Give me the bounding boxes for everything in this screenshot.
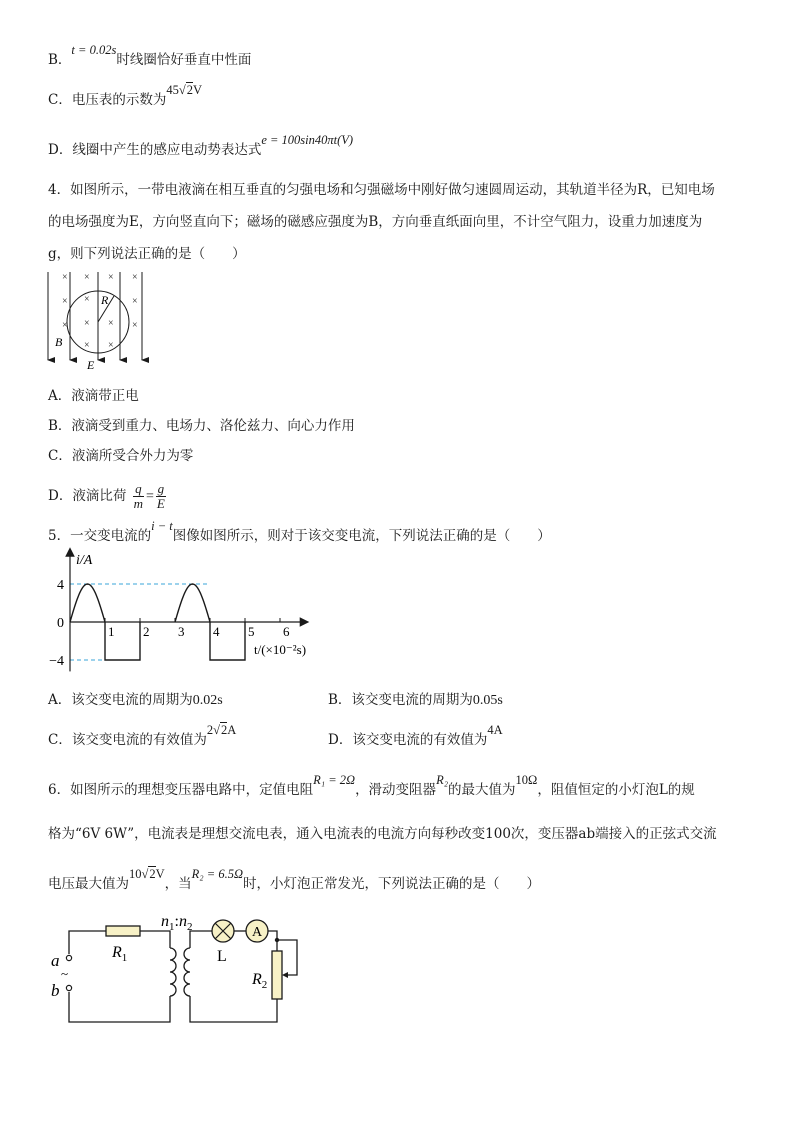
wire-a-top <box>69 931 106 954</box>
label-tilde: ~ <box>61 966 69 981</box>
secondary-coil <box>184 948 190 996</box>
q5-option-b[interactable]: B．该交变电流的周期为0.05s <box>328 692 503 708</box>
q6-stem-line1: 6．如图所示的理想变压器电路中，定值电阻R₁ = 2Ω，滑动变阻器R₂的最大值为10Ω，阻值恒定的小灯泡L的规 <box>48 773 695 798</box>
q5-option-c-math: 2√2A <box>206 723 237 737</box>
label-R2: $R_2$ <box>252 971 268 991</box>
q3-option-b-math: t = 0.02s <box>71 43 117 57</box>
y-tick-1: 0 <box>57 616 64 631</box>
y-tick-0: 4 <box>57 578 64 593</box>
q4-stem-line1: 4．如图所示，一带电液滴在相互垂直的匀强电场和匀强磁场中刚好做匀速圆周运动，其轨道半径为R，已知电场 <box>48 182 715 198</box>
junction-dot <box>275 938 279 942</box>
cross-1: × <box>62 272 68 283</box>
q6-stem-line3: 电压最大值为10√2V，当R₂ = 6.5Ω时，小灯泡正常发光，下列说法正确的是（ ） <box>48 867 540 892</box>
label-R1: $R_1$ <box>112 944 128 964</box>
terminal-a <box>66 955 71 960</box>
cross-8: × <box>62 320 68 331</box>
fraction-g-over-E: $\frac{g}{E}$ <box>156 481 165 511</box>
q4-option-d[interactable]: D．液滴比荷 $\frac{q}{m}$ = $\frac{g}{E}$ <box>48 481 165 511</box>
cross-9: × <box>84 318 90 329</box>
resistor-R1 <box>106 926 140 936</box>
x-tick-4: 4 <box>213 624 220 639</box>
resistor-R2 <box>272 951 282 999</box>
cross-5: × <box>62 296 68 307</box>
q6-voltage-math: 10√2V <box>129 867 165 881</box>
label-B: B <box>55 335 63 349</box>
q4-option-c[interactable]: C．液滴所受合外力为零 <box>48 448 194 464</box>
cross-4: × <box>132 272 138 283</box>
label-E: E <box>87 358 95 372</box>
label-R: R <box>101 293 109 307</box>
cross-13: × <box>108 340 114 351</box>
y-tick-2: −4 <box>49 654 64 669</box>
cross-11: × <box>132 320 138 331</box>
x-tick-1: 1 <box>108 624 115 639</box>
series-half-sine-0 <box>70 584 105 622</box>
x-tick-6: 6 <box>283 624 290 639</box>
q4-stem-line2: 的电场强度为E，方向竖直向下；磁场的磁感应强度为B，方向垂直纸面向里，不计空气阻力，设重力加速度为 <box>48 214 703 230</box>
q3-option-c-math: 45√2V <box>166 83 202 97</box>
x-tick-5: 5 <box>248 624 255 639</box>
q4-stem-line3: g，则下列说法正确的是（ ） <box>48 246 246 262</box>
cross-10: × <box>108 318 114 329</box>
q4-option-b[interactable]: B．液滴受到重力、电场力、洛伦兹力、向心力作用 <box>48 418 355 434</box>
q3-option-d-math: e = 100sin40πt(V) <box>261 133 354 147</box>
q5-current-chart <box>40 546 380 676</box>
x-tick-2: 2 <box>143 624 150 639</box>
slider-arrow <box>282 972 288 978</box>
x-tick-3: 3 <box>178 624 185 639</box>
cross-6: × <box>84 294 90 305</box>
cross-12: × <box>84 340 90 351</box>
x-axis-label: t/(×10⁻²s) <box>254 642 307 657</box>
q5-option-c[interactable]: C．该交变电流的有效值为2√2A <box>48 723 237 748</box>
wire-sec-top <box>190 931 212 948</box>
cross-3: × <box>108 272 114 283</box>
wire-sec-bottom <box>190 996 277 1022</box>
q3-option-d[interactable]: D．线圈中产生的感应电动势表达式e = 100sin40πt(V) <box>48 133 354 158</box>
wire-r1-coil <box>140 931 170 948</box>
q3-option-c[interactable]: C．电压表的示数为45√2V <box>48 83 202 108</box>
q3-option-b[interactable]: B．t = 0.02s时线圈恰好垂直中性面 <box>48 43 252 68</box>
y-axis-label: i/A <box>76 553 93 568</box>
terminal-b <box>66 985 71 990</box>
cross-2: × <box>84 272 90 283</box>
q6-circuit <box>40 906 320 1032</box>
q5-option-a[interactable]: A．该交变电流的周期为0.02s <box>48 692 223 708</box>
label-L: L <box>217 948 227 965</box>
label-b: b <box>51 981 60 1000</box>
q5-option-d[interactable]: D．该交变电流的有效值为4A <box>328 723 503 748</box>
cross-7: × <box>132 296 138 307</box>
wire-primary-bottom <box>69 992 170 1022</box>
fraction-q-over-m: $\frac{q}{m}$ <box>133 481 144 511</box>
q6-stem-line2: 格为“6V 6W”，电流表是理想交流电表，通入电流表的电流方向每秒改变100次，变压器ab端接入的正弦式交流 <box>48 826 717 842</box>
q4-field-figure <box>40 268 170 374</box>
magnetic-field-crosses <box>62 272 138 351</box>
series-half-sine-2 <box>175 584 210 622</box>
q4-option-a[interactable]: A．液滴带正电 <box>48 388 139 404</box>
ammeter-label: A <box>251 925 263 940</box>
primary-coil <box>170 948 176 996</box>
label-a: a <box>51 951 60 970</box>
q5-stem: 5．一交变电流的i − t图像如图所示，则对于该交变电流，下列说法正确的是（ ） <box>48 519 551 544</box>
label-n1-n2: $n_1:n_2$ <box>161 913 193 933</box>
